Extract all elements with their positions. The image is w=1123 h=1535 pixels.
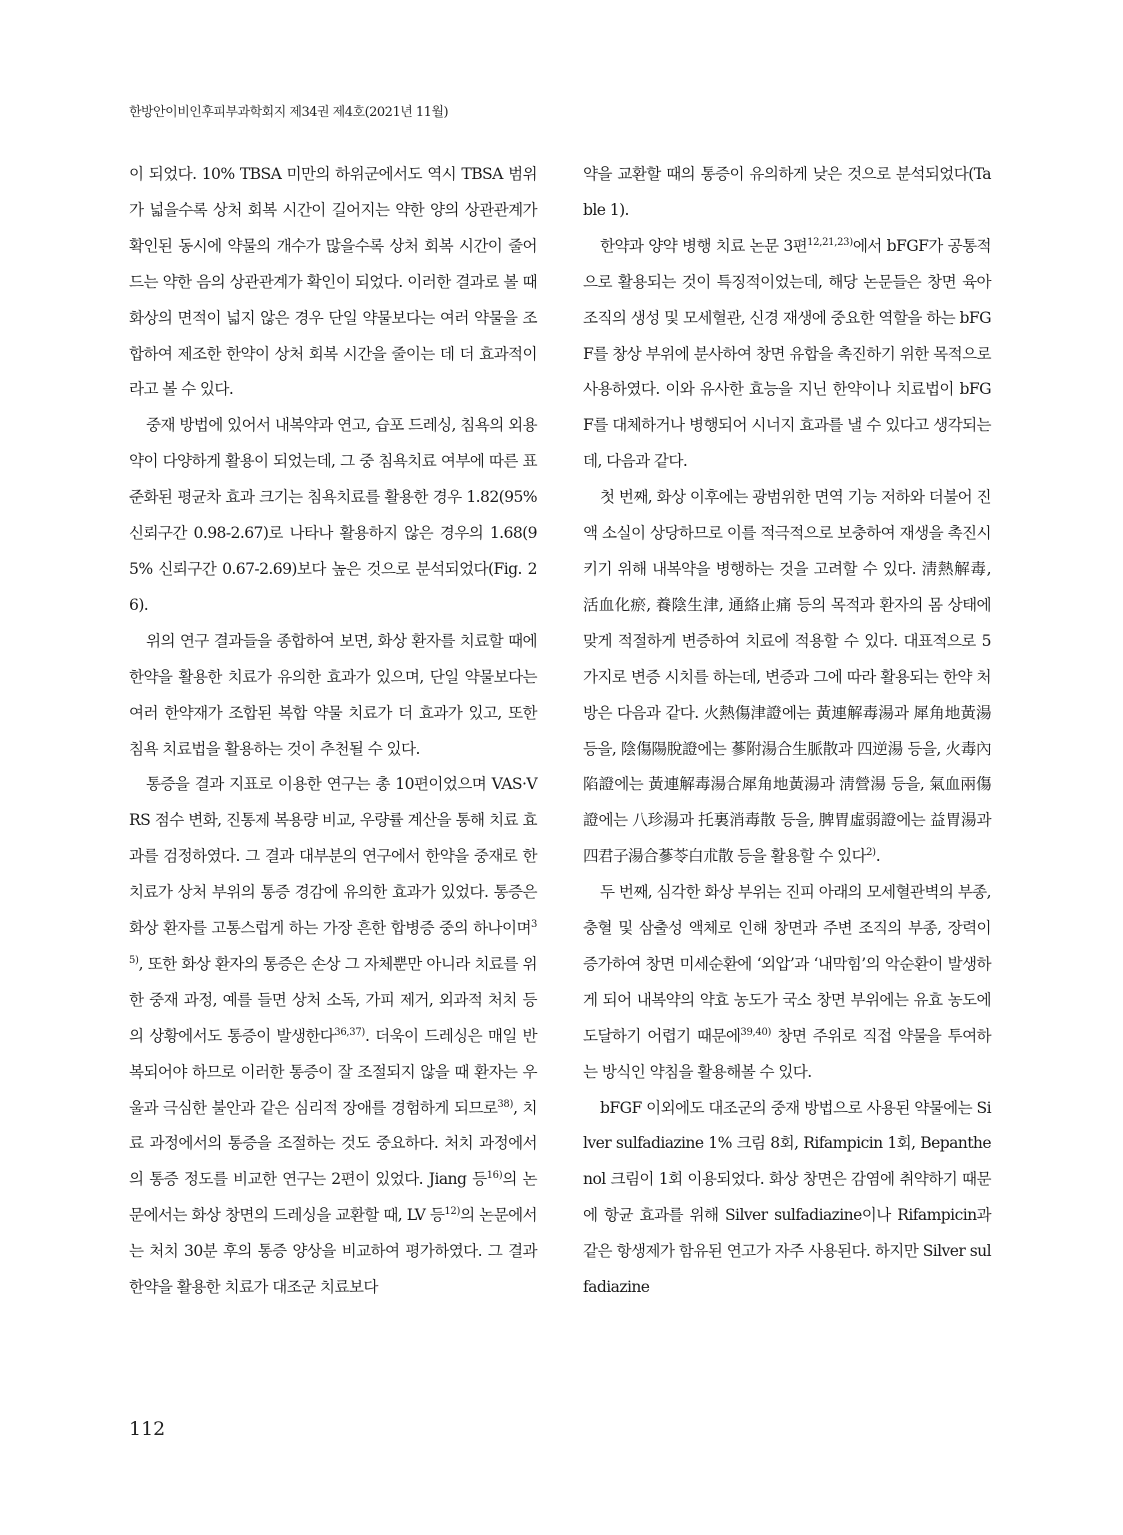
text-run: 에서 bFGF가 공통적으로 활용되는 것이 특징적이었는데, 해당 논문들은 창면 육아조직의 생성 및 모세혈관, 신경 재생에 중요한 역할을 하는 bFGF를 창상 부위에 분사하여 창면 유합을 촉진하기 위한 목적으로 사용하였다. 이와 유사한 효능을 지닌 한약이나 치료법이 bFGF를 대체하거나 병행되어 시너지 효과를 낼 수 있다고 생각되는데, 다음과 같다. [583, 236, 991, 471]
paragraph [129, 767, 537, 1306]
text-run: 첫 번째, 화상 이후에는 광범위한 면역 기능 저하와 더불어 진액 소실이 상당하므로 이를 적극적으로 보충하여 재생을 촉진시키기 위해 내복약을 병행하는 것을 고려할 수 있다. 淸熱解毒, 活血化瘀, 養陰生津, 通絡止痛 등의 목적과 환자의 몸 상태에 맞게 적절하게 변증하여 치료에 적용할 수 있다. 대표적으로 5가지로 변증 시치를 하는데, 변증과 그에 따라 활용되는 한약 처방은 다음과 같다. 火熱傷津證에는 黃連解毒湯과 犀角地黃湯 등을, 陰傷陽脫證에는 蔘附湯合生脈散과 四逆湯 등을, 火毒內陷證에는 黃連解毒湯合犀角地黃湯과 淸營湯 등을, 氣血兩傷證에는 八珍湯과 托裏消毒散 등을, 脾胃虛弱證에는 益胃湯과 四君子湯合蔘苓白朮散 등을 활용할 수 있다 [583, 488, 991, 866]
citation-superscript: 16) [486, 1170, 503, 1182]
paragraph [583, 480, 991, 875]
paragraph: 위의 연구 결과들을 종합하여 보면, 화상 환자를 치료할 때에 한약을 활용한 치료가 유의한 효과가 있으며, 단일 약물보다는 여러 한약재가 조합된 복합 약물 치료가 더 효과가 있고, 또한 침욕 치료법을 활용하는 것이 추천될 수 있다. [129, 631, 537, 758]
text-run: . [875, 847, 881, 866]
text-run: 창면 주위로 직접 약물을 투여하는 방식인 약침을 활용해볼 수 있다. [583, 1026, 992, 1081]
page-number: 112 [129, 1418, 166, 1440]
right-column [583, 157, 991, 1306]
text-run: 의 논문에서는 처치 30분 후의 통증 양상을 비교하여 평가하였다. 그 결과 한약을 활용한 치료가 대조군 치료보다 [129, 1206, 537, 1297]
citation-superscript: 35) [129, 919, 537, 966]
paragraph: 중재 방법에 있어서 내복약과 연고, 습포 드레싱, 침욕의 외용약이 다양하게 활용이 되었는데, 그 중 침욕치료 여부에 따른 표준화된 평균차 효과 크기는 침욕치료를 활용한 경우 1.82(95% 신뢰구간 0.98-2.67)로 나타나 활용하지 않은 경우의 1.68(95% 신뢰구간 0.67-2.69)보다 높은 것으로 분석되었다(Fig. 26). [129, 416, 537, 614]
text-run: , 또한 화상 환자의 통증은 손상 그 자체뿐만 아니라 치료를 위한 중재 과정, 예를 들면 상처 소독, 가피 제거, 외과적 처치 등의 상황에서도 통증이 발생한다 [129, 954, 537, 1045]
citation-superscript: 39,40) [740, 1026, 772, 1038]
text-run: 의 논문에서는 화상 창면의 드레싱을 교환할 때, LV 등 [129, 1170, 537, 1225]
citation-superscript: 36,37) [334, 1026, 366, 1038]
text-run: 통증을 결과 지표로 이용한 연구는 총 10편이었으며 VAS·VRS 점수 변화, 진통제 복용량 비교, 우량률 계산을 통해 치료 효과를 검정하였다. 그 결과 대부분의 연구에서 한약을 중재로 한 치료가 상처 부위의 통증 경감에 유의한 효과가 있었다. 통증은 화상 환자를 고통스럽게 하는 가장 흔한 합병증 중의 하나이며 [129, 775, 537, 938]
paragraph: 약을 교환할 때의 통증이 유의하게 낮은 것으로 분석되었다(Table 1). [583, 165, 991, 219]
paragraph: 이 되었다. 10% TBSA 미만의 하위군에서도 역시 TBSA 범위가 넓을수록 상처 회복 시간이 길어지는 약한 양의 상관관계가 확인된 동시에 약물의 개수가 많을수록 상처 회복 시간이 줄어드는 약한 음의 상관관계가 확인이 되었다. 이러한 결과로 볼 때 화상의 면적이 넓지 않은 경우 단일 약물보다는 여러 약물을 조합하여 제조한 한약이 상처 회복 시간을 줄이는 데 더 효과적이라고 볼 수 있다. [129, 165, 537, 399]
running-header: 한방안이비인후피부과학회지 제34권 제4호(2021년 11월) [129, 105, 449, 120]
text-run: . 더욱이 드레싱은 매일 반복되어야 하므로 이러한 통증이 잘 조절되지 않을 때 환자는 우울과 극심한 불안과 같은 심리적 장애를 경험하게 되므로 [129, 1026, 537, 1117]
citation-superscript: 12) [444, 1206, 461, 1218]
paragraph [583, 229, 991, 480]
citation-superscript: 2) [866, 847, 876, 859]
text-run: 한약과 양약 병행 치료 논문 3편 [600, 236, 808, 255]
text-run: , 치료 과정에서의 통증을 조절하는 것도 중요하다. 처치 과정에서의 통증 정도를 비교한 연구는 2편이 있었다. Jiang 등 [129, 1098, 537, 1189]
paragraph [583, 875, 991, 1090]
citation-superscript: 38) [497, 1098, 514, 1110]
left-column [129, 157, 537, 1306]
text-run: 두 번째, 심각한 화상 부위는 진피 아래의 모세혈관벽의 부종, 충혈 및 삼출성 액체로 인해 창면과 주변 조직의 부종, 장력이 증가하여 창면 미세순환에 ‘외압’과 ‘내막힘’의 악순환이 발생하게 되어 내복약의 약효 농도가 국소 창면 부위에는 유효 농도에 도달하기 어렵기 때문에 [583, 883, 991, 1045]
paragraph: bFGF 이외에도 대조군의 중재 방법으로 사용된 약물에는 Silver sulfadiazine 1% 크림 8회, Rifampicin 1회, Bepanthenol 크림이 1회 이용되었다. 화상 창면은 감염에 취약하기 때문에 항균 효과를 위해 Silver sulfadiazine이나 Rifampicin과 같은 항생제가 함유된 연고가 자주 사용된다. 하지만 Silver sulfadiazine [583, 1098, 991, 1297]
citation-superscript: 12,21,23) [807, 236, 853, 248]
